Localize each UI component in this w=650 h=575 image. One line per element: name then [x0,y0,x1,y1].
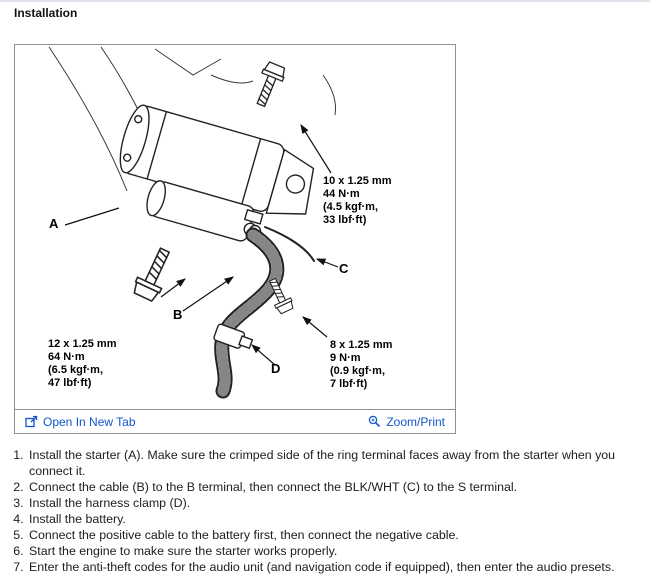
spec-torque: 9 N·m [330,352,361,364]
spec-size: 8 x 1.25 mm [330,339,393,351]
instruction-step-1: 1. Install the starter (A). Make sure the crimped side of the ring terminal faces away from the starter when you connect it. [27,447,640,479]
zoom-print-link[interactable] [368,415,445,429]
diagram-panel [14,44,456,434]
spec-size: 12 x 1.25 mm [48,338,117,350]
spec-lbf: 47 lbf·ft) [48,377,92,389]
battery-cable [222,226,314,392]
instruction-list [0,447,650,575]
instruction-step-6: 6. Start the engine to make sure the starter works properly. [27,543,640,559]
spec-lbf: 33 lbf·ft) [323,214,367,226]
zoom-print-label: Zoom/Print [386,414,445,429]
instruction-step-3: 3. Install the harness clamp (D). [27,495,640,511]
instruction-step-5: 5. Connect the positive cable to the battery first, then connect the negative cable. [27,527,640,543]
callout-b: B [173,307,183,322]
open-in-new-tab-icon [25,415,38,428]
spec-kgf: (4.5 kgf·m, [323,201,379,213]
torque-spec-10mm [323,175,392,227]
open-in-new-tab-label: Open In New Tab [43,414,136,429]
spec-torque: 44 N·m [323,188,360,200]
instruction-step-2: 2. Connect the cable (B) to the B terminal, then connect the BLK/WHT (C) to the S terminal. [27,479,640,495]
starter-diagram [15,45,455,409]
mounting-bolt-12mm [131,245,177,303]
spec-lbf: 7 lbf·ft) [330,378,368,390]
magnifier-icon [368,415,381,428]
spec-size: 10 x 1.25 mm [323,175,392,187]
open-in-new-tab-link[interactable] [25,415,136,429]
instruction-step-7: 7. Enter the anti-theft codes for the audio unit (and navigation code if equipped), then enter the audio presets. [27,559,640,575]
page-title: Installation [14,6,78,20]
flange-bolt-10mm [251,61,288,109]
torque-spec-8mm [330,339,392,391]
torque-spec-12mm [48,338,117,390]
figure-footer [15,409,455,433]
spec-torque: 64 N·m [48,351,85,363]
spec-kgf: (0.9 kgf·m, [330,365,386,377]
callout-c: C [339,261,349,276]
starter-motor-drawing [105,102,322,256]
callout-d: D [271,361,281,376]
spec-kgf: (6.5 kgf·m, [48,364,104,376]
callout-a: A [49,216,59,231]
instruction-step-4: 4. Install the battery. [27,511,640,527]
